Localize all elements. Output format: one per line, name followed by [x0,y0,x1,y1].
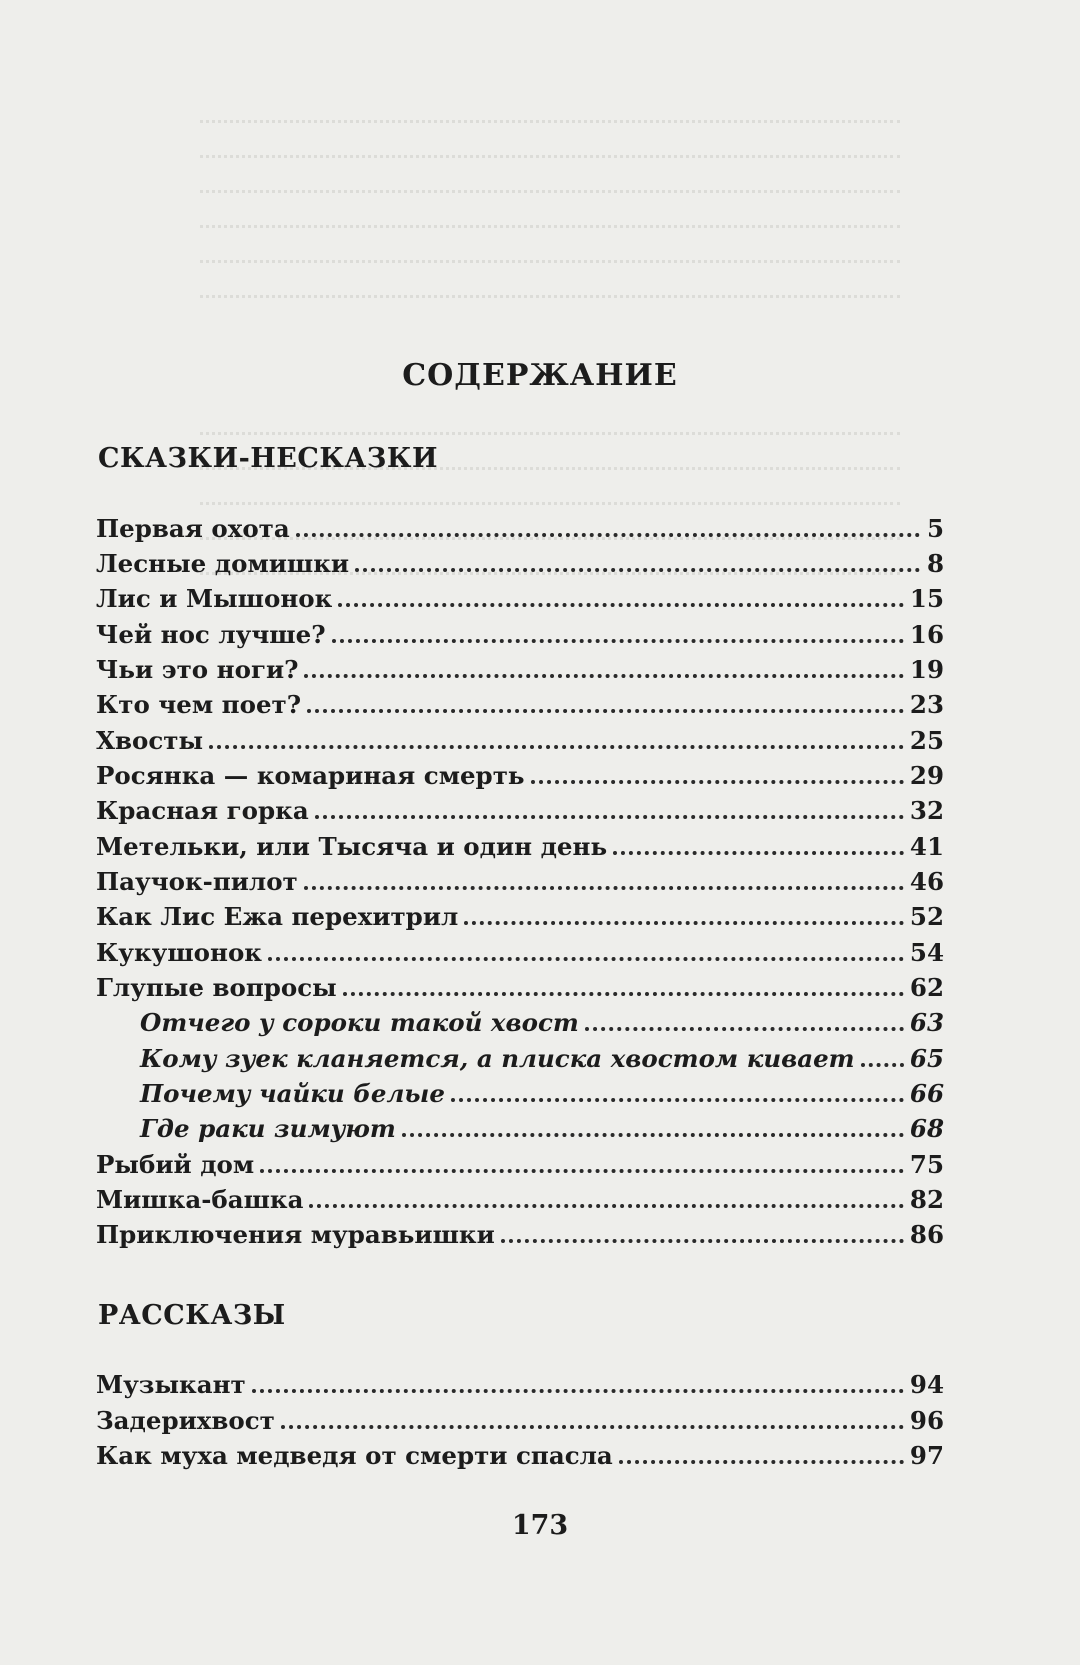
toc-entry-page: 68 [909,1114,944,1143]
toc-entry-page: 32 [909,796,944,825]
dot-leader [451,1098,904,1102]
dot-leader [304,886,904,890]
toc-entry[interactable] [96,1216,944,1250]
toc-entry-title: Где раки зимуют [140,1114,396,1143]
toc-entry-title: Почему чайки белые [140,1079,445,1108]
dot-leader [268,957,904,961]
dot-leader [861,1063,904,1067]
dot-leader [338,603,904,607]
section-heading-rasskazy: РАССКАЗЫ [98,1300,286,1331]
section-heading-skazki: СКАЗКИ-НЕСКАЗКИ [98,443,438,474]
toc-entry-title: Кому зуек кланяется, а плиска хвостом кивает [140,1044,855,1073]
toc-entry-page: 23 [909,690,944,719]
toc-entry-title: Чей нос лучше? [96,620,326,649]
toc-entry[interactable] [96,898,944,932]
toc-entry[interactable] [96,969,944,1003]
dot-leader [281,1425,904,1429]
toc-entry-page: 97 [909,1441,944,1470]
toc-entry-title: Лис и Мышонок [96,584,333,613]
toc-entry-page: 66 [909,1079,944,1108]
toc-entry[interactable] [96,1437,944,1471]
dot-leader [464,921,904,925]
dot-leader [613,851,904,855]
toc-entry-title: Метельки, или Тысяча и один день [96,832,608,861]
toc-entry-page: 94 [909,1370,944,1399]
toc-entry[interactable] [96,757,944,791]
toc-entry-title: Задерихвост [96,1406,275,1435]
toc-entry-title: Как муха медведя от смерти спасла [96,1441,613,1470]
toc-entry-page: 41 [909,832,944,861]
dot-leader [619,1460,904,1464]
toc-entry[interactable] [96,1366,944,1400]
dot-leader [402,1133,904,1137]
dot-leader [252,1389,904,1393]
dot-leader [585,1027,904,1031]
toc-entry-page: 75 [909,1150,944,1179]
toc-entry-page: 62 [909,973,944,1002]
toc-entry-page: 52 [909,902,944,931]
toc-entry-title: Лесные домишки [96,549,350,578]
toc-entry-page: 65 [909,1044,944,1073]
toc-entry-title: Кукушонок [96,938,262,967]
toc-subentry[interactable] [140,1075,944,1109]
dot-leader [209,745,904,749]
dot-leader [315,815,904,819]
toc-entry-title: Красная горка [96,796,309,825]
toc-entry-title: Паучок-пилот [96,867,298,896]
toc-entry-page: 63 [909,1008,944,1037]
toc-entry[interactable] [96,828,944,862]
toc-entry[interactable] [96,863,944,897]
toc-entry[interactable] [96,934,944,968]
toc-entry-page: 29 [909,761,944,790]
toc-entry[interactable] [96,510,944,544]
toc-entry-page: 82 [909,1185,944,1214]
toc-entry-title: Глупые вопросы [96,973,337,1002]
dot-leader [307,709,904,713]
toc-entry-title: Чьи это ноги? [96,655,299,684]
toc-entry-title: Росянка — комариная смерть [96,761,525,790]
toc-entry-title: Первая охота [96,514,290,543]
dot-leader [355,568,920,572]
dot-leader [296,533,920,537]
toc-entry[interactable] [96,1402,944,1436]
toc-subentry[interactable] [140,1040,944,1074]
toc-entry-title: Кто чем поет? [96,690,302,719]
toc-entry-page: 46 [909,867,944,896]
toc-entry-title: Хвосты [96,726,204,755]
dot-leader [501,1239,904,1243]
toc-entry[interactable] [96,651,944,685]
toc-entry[interactable] [96,580,944,614]
toc-entry-page: 25 [909,726,944,755]
toc-entry-title: Как Лис Ежа перехитрил [96,902,459,931]
toc-entry-page: 96 [909,1406,944,1435]
dot-leader [304,674,903,678]
toc-subentry[interactable] [140,1004,944,1038]
page-number: 173 [511,1510,569,1541]
toc-entry-page: 19 [909,655,944,684]
dot-leader [343,992,904,996]
toc-entry-page: 16 [909,620,944,649]
toc-entry-title: Музыкант [96,1370,246,1399]
toc-entry-title: Рыбий дом [96,1150,255,1179]
toc-entry-page: 5 [926,514,944,543]
toc-subentry[interactable] [140,1110,944,1144]
toc-entry-page: 8 [926,549,944,578]
toc-entry[interactable] [96,686,944,720]
toc-entry-title: Приключения муравьишки [96,1220,495,1249]
toc-entry-title: Мишка-башка [96,1185,304,1214]
dot-leader [309,1204,903,1208]
toc-entry-page: 54 [909,938,944,967]
dot-leader [332,639,904,643]
toc-entry[interactable] [96,1181,944,1215]
toc-entry[interactable] [96,616,944,650]
toc-entry-title: Отчего у сороки такой хвост [140,1008,579,1037]
toc-entry[interactable] [96,792,944,826]
toc-entry[interactable] [96,545,944,579]
page-title: СОДЕРЖАНИЕ [402,358,678,393]
dot-leader [531,780,904,784]
toc-entry[interactable] [96,1146,944,1180]
toc-entry-page: 15 [909,584,944,613]
toc-entry-page: 86 [909,1220,944,1249]
toc-entry[interactable] [96,722,944,756]
dot-leader [260,1169,904,1173]
